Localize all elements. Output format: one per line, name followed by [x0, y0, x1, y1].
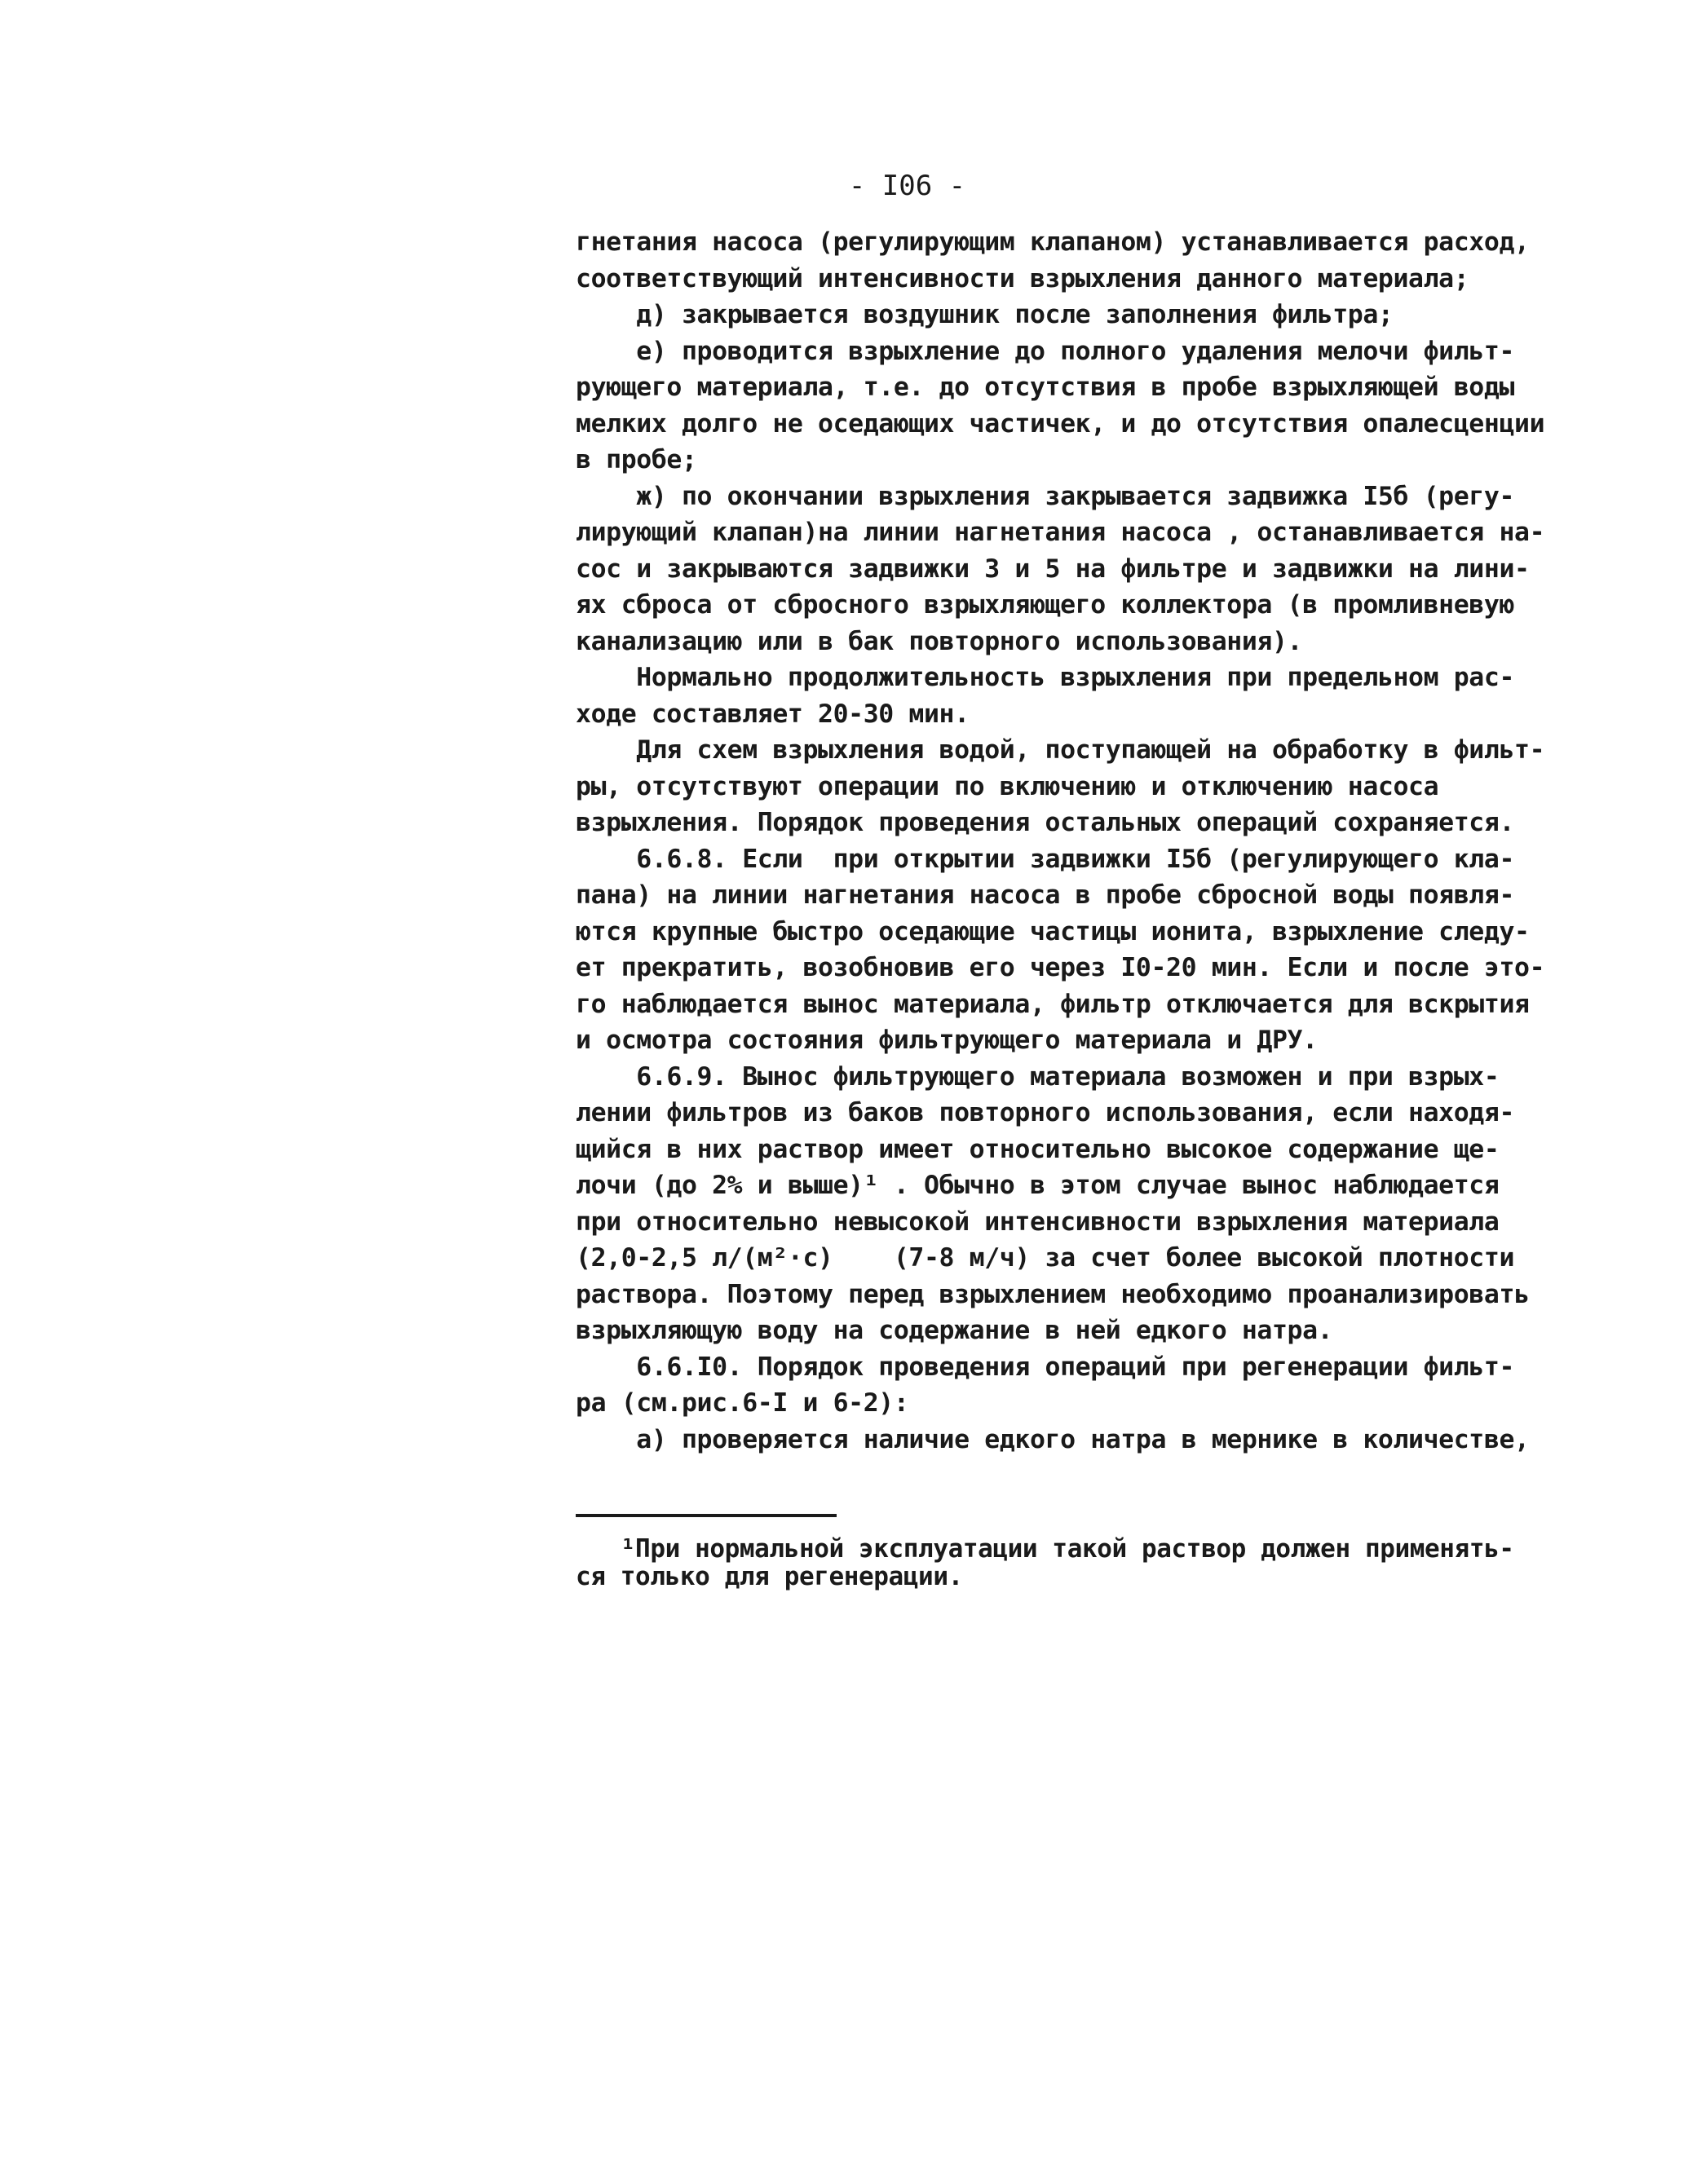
text-line: лении фильтров из баков повторного использования, если находя-: [576, 1098, 1515, 1127]
text-line: лочи (до 2% и выше)¹ . Обычно в этом случае вынос наблюдается: [576, 1171, 1500, 1200]
text-line: канализацию или в бак повторного использования).: [576, 626, 1303, 656]
text-line: сос и закрываются задвижки 3 и 5 на фильтре и задвижки на лини-: [576, 554, 1530, 584]
text-line: ет прекратить, возобновив его через I0-20 мин. Если и после это-: [576, 953, 1545, 982]
text-line: 6.6.9. Вынос фильтрующего материала возможен и при взрых-: [576, 1061, 1500, 1092]
text-line: д) закрывается воздушник после заполнения фильтра;: [576, 300, 1394, 329]
footnote-line: ся только для регенерации.: [576, 1562, 963, 1591]
text-line: ра (см.рис.6-I и 6-2):: [576, 1388, 909, 1418]
page-number: - I06 -: [848, 170, 966, 202]
footnote-line: ¹При нормальной эксплуатации такой раствор должен применять-: [576, 1534, 1514, 1564]
text-line: 6.6.8. Если при открытии задвижки I5б (регулирующего кла-: [576, 844, 1515, 874]
text-line: взрыхляющую воду на содержание в ней едкого натра.: [576, 1316, 1333, 1345]
text-line: мелких долго не оседающих частичек, и до отсутствия опалесценции: [576, 408, 1545, 439]
text-line: (2,0-2,5 л/(м²·с) (7-8 м/ч) за счет более высокой плотности: [576, 1243, 1515, 1273]
text-line: ются крупные быстро оседающие частицы ионита, взрыхление следу-: [576, 916, 1530, 946]
text-line: ж) по окончании взрыхления закрывается задвижка I5б (регу-: [576, 481, 1515, 511]
text-line: Нормально продолжительность взрыхления при предельном рас-: [576, 663, 1515, 692]
text-line: го наблюдается вынос материала, фильтр отключается для вскрытия: [576, 989, 1530, 1019]
footnote: [576, 1535, 1587, 1591]
text-line: лирующий клапан)на линии нагнетания насоса , останавливается на-: [576, 518, 1545, 547]
text-line: ях сброса от сбросного взрыхляющего коллектора (в промливневую: [576, 590, 1515, 620]
text-line: Для схем взрыхления водой, поступающей на обработку в фильт-: [576, 735, 1545, 765]
text-line: при относительно невысокой интенсивности взрыхления материала: [576, 1207, 1500, 1237]
text-line: ры, отсутствуют операции по включению и отключению насоса: [576, 771, 1439, 801]
text-line: а) проверяется наличие едкого натра в мернике в количестве,: [576, 1424, 1530, 1454]
text-line: е) проводится взрыхление до полного удаления мелочи фильт-: [576, 336, 1515, 366]
text-line: гнетания насоса (регулирующим клапаном) устанавливается расход,: [576, 227, 1530, 257]
text-line: ходе составляет 20-30 мин.: [576, 699, 970, 729]
text-line: рующего материала, т.е. до отсутствия в пробе взрыхляющей воды: [576, 373, 1515, 402]
text-line: и осмотра состояния фильтрующего материала и ДРУ.: [576, 1026, 1318, 1055]
text-line: взрыхления. Порядок проведения остальных операций сохраняется.: [576, 808, 1515, 837]
text-line: щийся в них раствор имеет относительно высокое содержание ще-: [576, 1134, 1500, 1164]
text-line: раствора. Поэтому перед взрыхлением необходимо проанализировать: [576, 1279, 1530, 1309]
text-line: в пробе;: [576, 445, 697, 474]
text-line: 6.6.I0. Порядок проведения операций при регенерации фильт-: [576, 1352, 1515, 1382]
text-line: пана) на линии нагнетания насоса в пробе сбросной воды появля-: [576, 880, 1515, 910]
body-text: [576, 224, 1587, 1458]
footnote-separator: [576, 1514, 837, 1517]
text-line: соответствующий интенсивности взрыхления данного материала;: [576, 263, 1469, 293]
